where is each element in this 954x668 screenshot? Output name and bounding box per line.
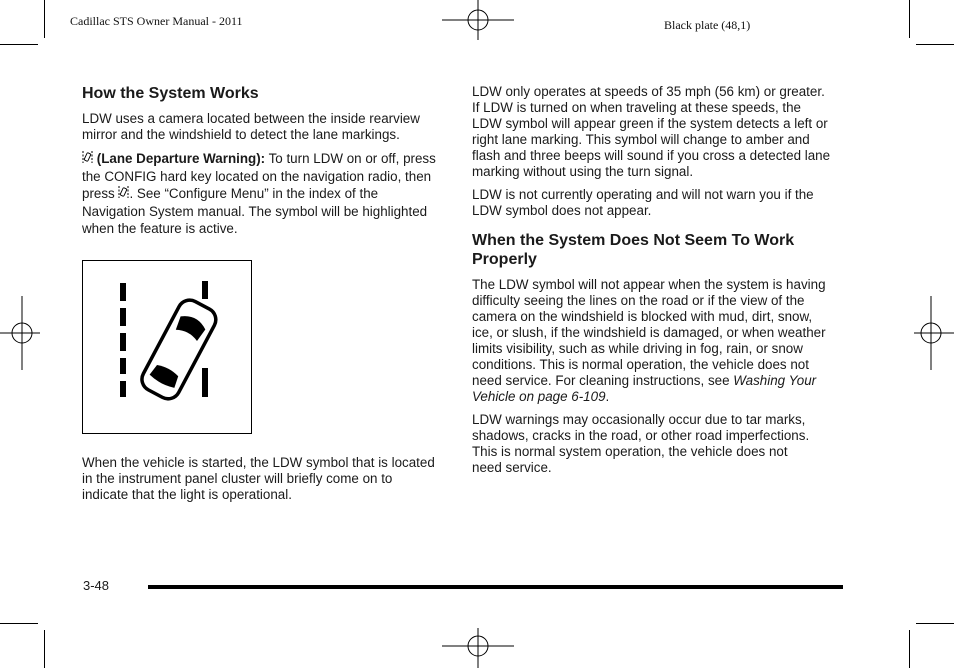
section-heading: When the System Does Not Seem To Work Properly: [472, 232, 795, 268]
paragraph: [472, 277, 832, 405]
paragraph: LDW warnings may occasionally occur due to tar marks, shadows, cracks in the road, or other road imperfections. This is normal system operation, the vehicle does not need service.: [472, 412, 810, 475]
lane-departure-warning-icon: [82, 150, 93, 168]
cross-reference-link[interactable]: Washing Your Vehicle on page 6-109: [472, 373, 817, 404]
manual-title: Cadillac STS Owner Manual - 2011: [70, 14, 243, 28]
ldw-text-b: . See “Configure Menu” in the index of the Navigation System manual. The symbol will be highlighted when the feature is active.: [82, 186, 428, 236]
registration-mark-left: [0, 296, 44, 370]
ldw-term: (Lane Departure Warning):: [96, 151, 266, 166]
paragraph-text: The LDW symbol will not appear when the system is having difficulty seeing the lines on the road or if the view of the camera on the windshield is blocked with mud, dirt, snow, ice, or slush, if the windshield is damaged, or when weather limits visibility, such as while driving in fog, rain, or snow conditions. This is normal operation, the vehicle does not need service. For cleaning instructions, see: [472, 277, 826, 388]
ldw-text-a: To turn LDW on or off, press the CONFIG hard key located on the navigation radio, then press: [82, 151, 436, 201]
registration-mark-top: [442, 0, 514, 44]
crop-mark: [0, 44, 38, 45]
right-column: [472, 84, 834, 483]
lane-departure-warning-icon: [118, 185, 129, 203]
crop-mark: [916, 44, 954, 45]
crop-mark: [909, 630, 910, 668]
registration-mark-bottom: [442, 626, 514, 668]
paragraph: LDW is not currently operating and will not warn you if the LDW symbol does not appear.: [472, 187, 814, 218]
left-column-bottom: [82, 455, 442, 510]
section-heading: How the System Works: [82, 85, 259, 102]
registration-mark-right: [910, 296, 954, 370]
page-number: 3-48: [83, 578, 110, 593]
crop-mark: [0, 623, 38, 624]
crop-mark: [44, 630, 45, 668]
lane-departure-warning-symbol-icon: [83, 261, 251, 433]
paragraph-ldw-warning: [82, 150, 439, 237]
crop-mark: [44, 0, 45, 38]
crop-mark: [909, 0, 910, 38]
footer-rule: [148, 585, 843, 589]
left-column: [82, 84, 442, 244]
paragraph: When the vehicle is started, the LDW symbol that is located in the instrument panel cluster will briefly come on to indicate that the light is operational.: [82, 455, 435, 502]
paragraph: LDW only operates at speeds of 35 mph (56 km) or greater. If LDW is turned on when traveling at these speeds, the LDW symbol will appear green if the system detects a left or right lane marking. This symbol will change to amber and flash and three beeps will sound if you cross a detected lane marking without using the turn signal.: [472, 84, 831, 179]
paragraph-text-end: .: [605, 389, 610, 404]
paragraph: LDW uses a camera located between the inside rearview mirror and the windshield to detect the lane markings.: [82, 111, 420, 142]
lane-departure-warning-symbol-figure: [82, 260, 252, 434]
crop-mark: [916, 623, 954, 624]
plate-label: Black plate (48,1): [664, 18, 751, 32]
